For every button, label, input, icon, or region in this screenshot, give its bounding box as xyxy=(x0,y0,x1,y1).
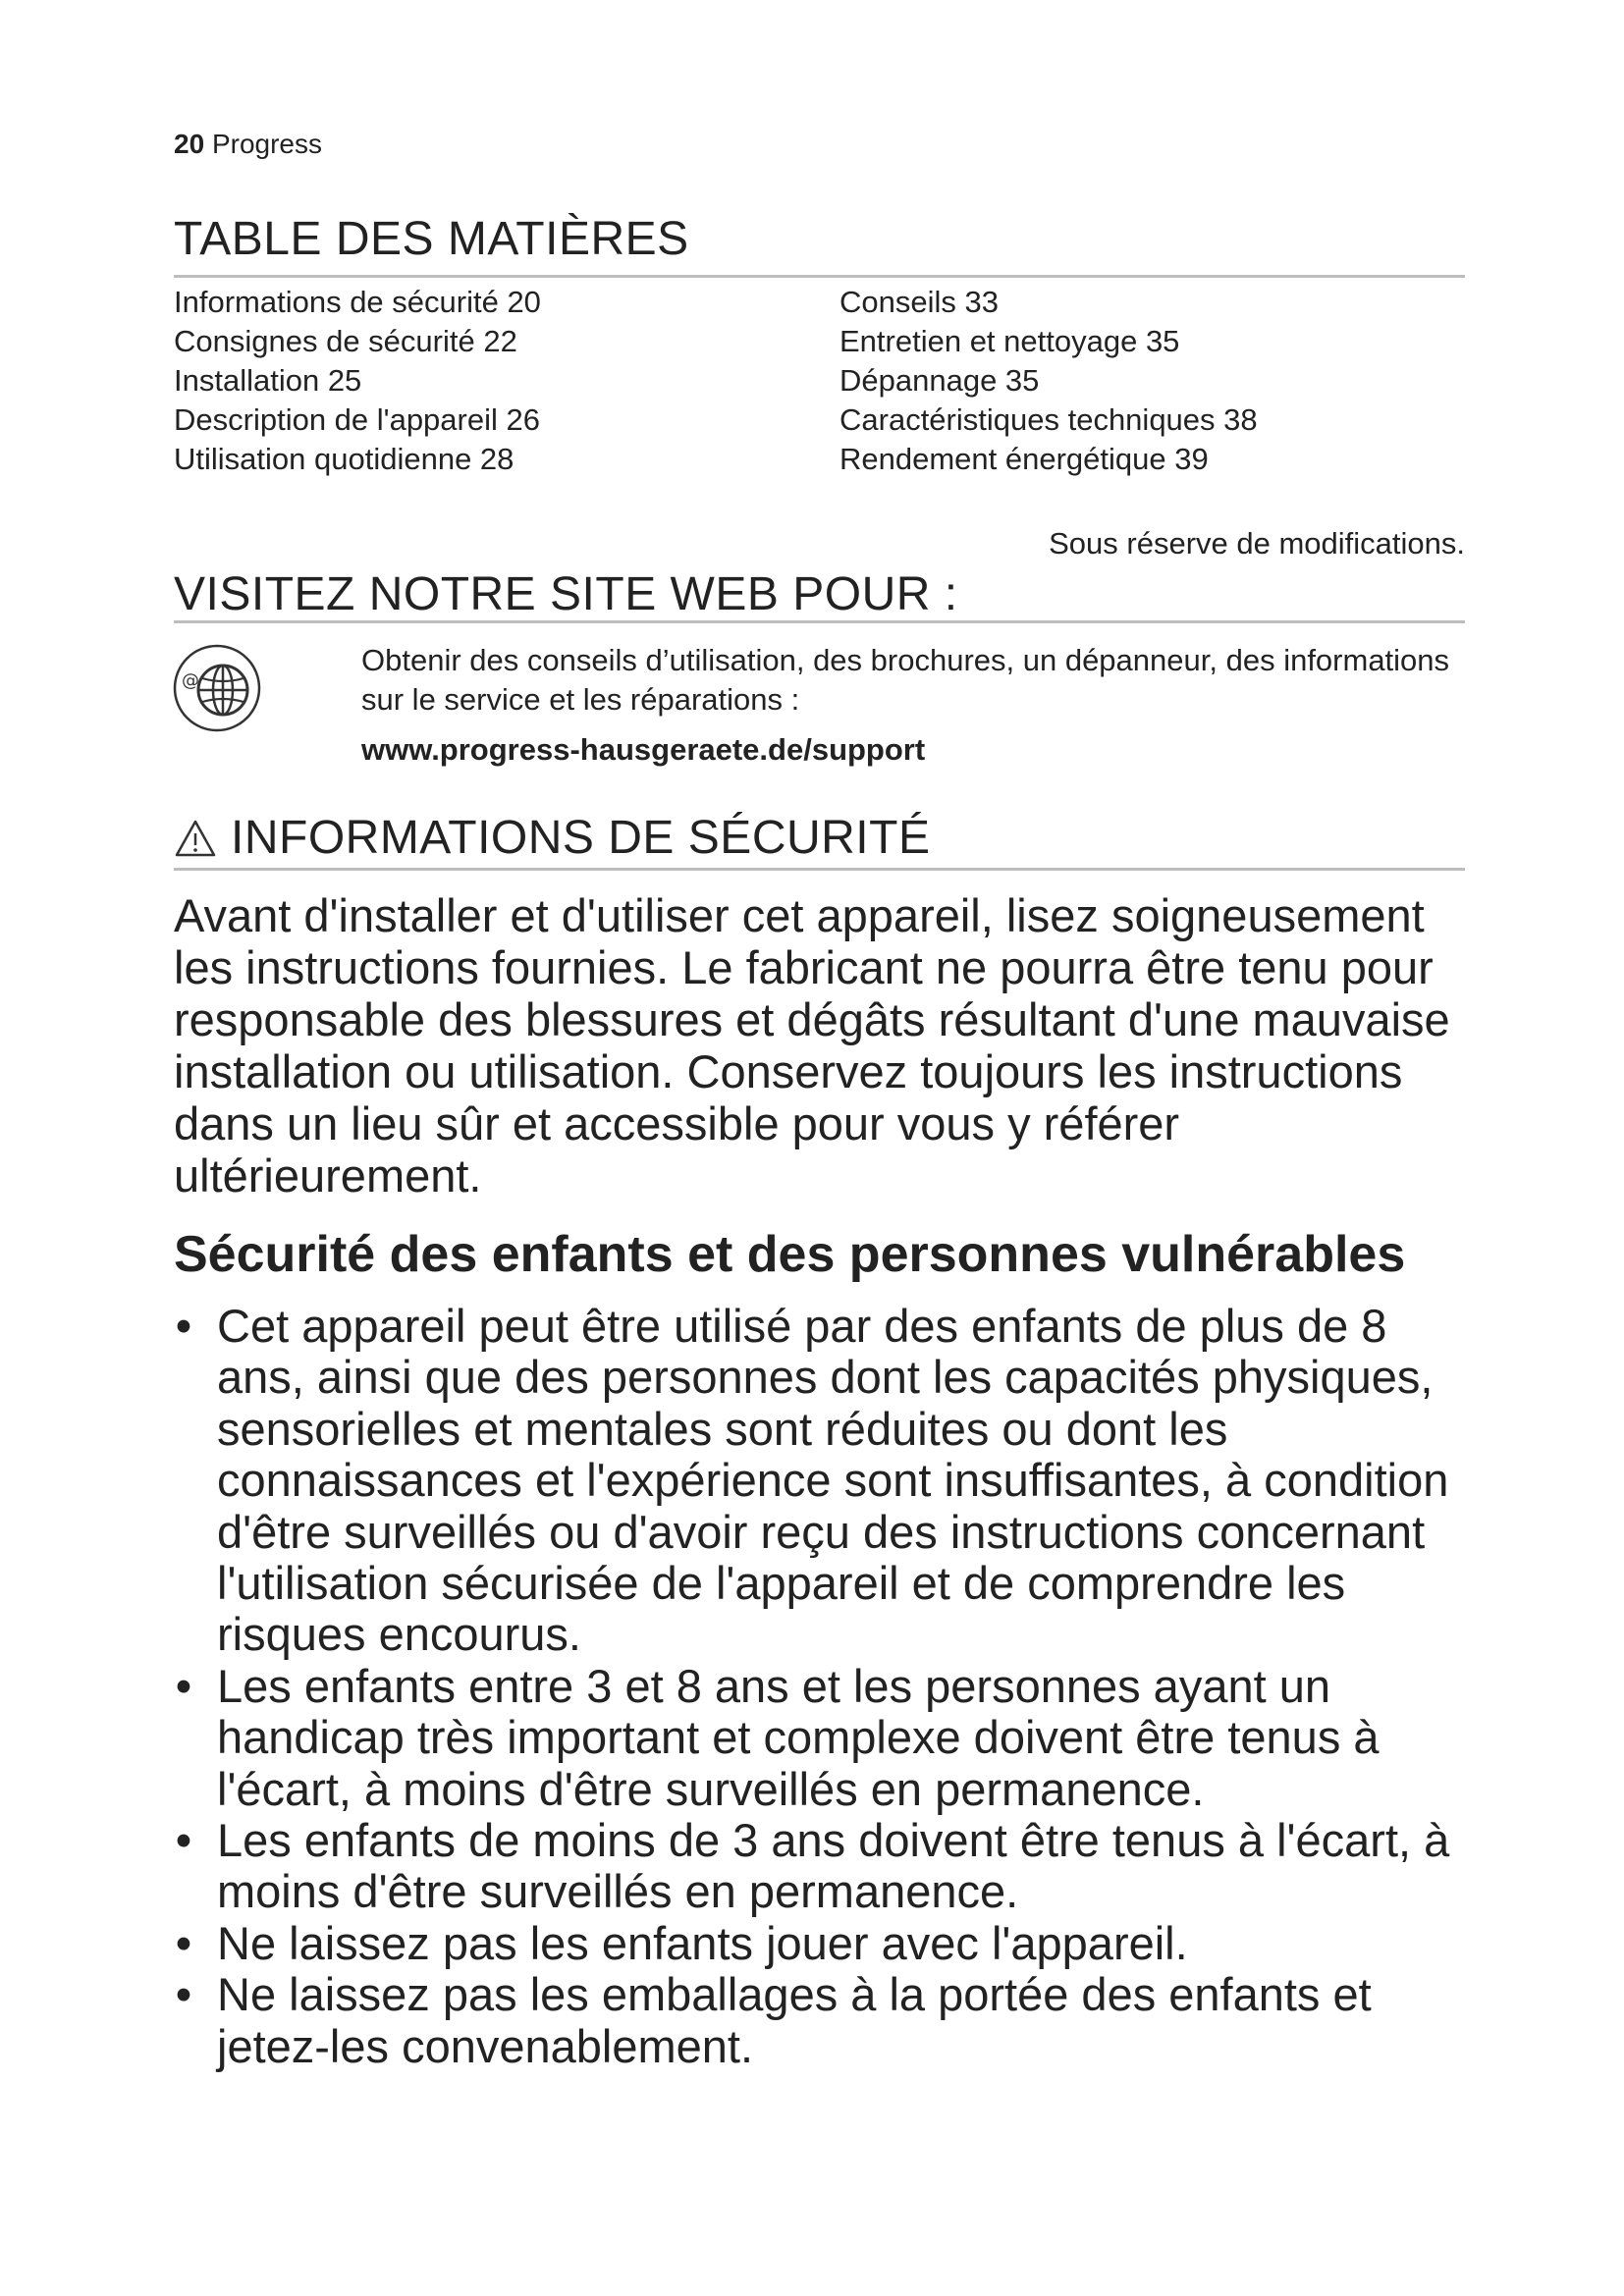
list-item: • Ne laissez pas les emballages à la portée des enfants et jetez-les convenablement. xyxy=(175,1968,1372,2072)
warning-triangle-icon xyxy=(174,819,217,858)
svg-text:@: @ xyxy=(182,670,199,691)
list-item-text: Cet appareil peut être utilisé par des enfants de plus de 8 ans, ainsi que des personnes dont les capacités physiques, sensorielles et mentales sont réduites ou dont les connaissances et l'expérience sont insuffisantes, à condition d'être surveillés ou d'avoir reçu des instructions concernant l'utilisation sécurisée de l'appareil et de comprendre les risques encourus. xyxy=(217,1300,1449,1661)
children-safety-heading: Sécurité des enfants et des personnes vulnérables xyxy=(174,1226,1406,1283)
list-item-text: Les enfants entre 3 et 8 ans et les personnes ayant un handicap très important et complexe doivent être tenus à l'écart, à moins d'être surveillés en permanence. xyxy=(217,1659,1380,1815)
safety-divider xyxy=(174,868,1465,871)
toc-item[interactable]: Installation 25 xyxy=(174,363,362,398)
modifications-note: Sous réserve de modifications. xyxy=(1049,526,1465,561)
brand-name: Progress xyxy=(211,129,322,159)
page-header xyxy=(174,128,322,161)
toc-item[interactable]: Consignes de sécurité 22 xyxy=(174,324,517,358)
toc-item[interactable]: Conseils 33 xyxy=(839,285,999,319)
list-item-text: Ne laissez pas les enfants jouer avec l'appareil. xyxy=(217,1916,1188,1969)
toc-item[interactable]: Informations de sécurité 20 xyxy=(174,285,541,319)
toc-divider xyxy=(174,275,1465,278)
toc-item[interactable]: Caractéristiques techniques 38 xyxy=(839,402,1258,437)
toc-item[interactable]: Utilisation quotidienne 28 xyxy=(174,442,514,476)
website-section-title: VISITEZ NOTRE SITE WEB POUR : xyxy=(174,568,958,620)
safety-intro-paragraph: Avant d'installer et d'utiliser cet appareil, lisez soigneusement les instructions fournies. Le fabricant ne pourra être tenu pour responsable des blessures et dégâts résultant d'une mauvaise installation ou utilisation. Conservez toujours les instructions dans un lieu sûr et accessible pour vous y référer ultérieurement. xyxy=(174,889,1450,1201)
safety-title-text: INFORMATIONS DE SÉCURITÉ xyxy=(231,812,931,864)
list-item: • Les enfants entre 3 et 8 ans et les personnes ayant un handicap très important et complexe doivent être tenus à l'écart, à moins d'être surveillés en permanence. xyxy=(175,1659,1380,1815)
toc-right-column xyxy=(839,283,1258,479)
children-safety-list xyxy=(174,1301,1470,2072)
toc-title: TABLE DES MATIÈRES xyxy=(174,213,689,265)
toc-item[interactable]: Rendement énergétique 39 xyxy=(839,442,1209,476)
website-description: Obtenir des conseils d’utilisation, des brochures, un dépanneur, des informations sur le service et les réparations : xyxy=(361,643,1450,717)
support-url-link[interactable]: www.progress-hausgeraete.de/support xyxy=(361,732,926,767)
list-item: • Cet appareil peut être utilisé par des enfants de plus de 8 ans, ainsi que des personnes dont les capacités physiques, sensorielles et mentales sont réduites ou dont les connaissances et l'expérience sont insuffisantes, à condition d'être surveillés ou d'avoir reçu des instructions concernant l'utilisation sécurisée de l'appareil et de comprendre les risques encourus. xyxy=(175,1300,1449,1661)
safety-section-title xyxy=(174,811,930,866)
toc-item[interactable]: Description de l'appareil 26 xyxy=(174,402,540,437)
toc-left-column xyxy=(174,283,541,479)
list-item-text: Les enfants de moins de 3 ans doivent être tenus à l'écart, à moins d'être surveillés en permanence. xyxy=(217,1814,1450,1918)
list-item: • Les enfants de moins de 3 ans doivent être tenus à l'écart, à moins d'être surveillés en permanence. xyxy=(175,1814,1450,1918)
globe-at-icon xyxy=(172,643,262,733)
page-number: 20 xyxy=(174,129,205,159)
website-divider xyxy=(174,620,1465,623)
list-item: • Ne laissez pas les enfants jouer avec l'appareil. xyxy=(175,1916,1188,1969)
toc-item[interactable]: Dépannage 35 xyxy=(839,363,1040,398)
list-item-text: Ne laissez pas les emballages à la portée des enfants et jetez-les convenablement. xyxy=(217,1968,1372,2072)
toc-item[interactable]: Entretien et nettoyage 35 xyxy=(839,324,1180,358)
